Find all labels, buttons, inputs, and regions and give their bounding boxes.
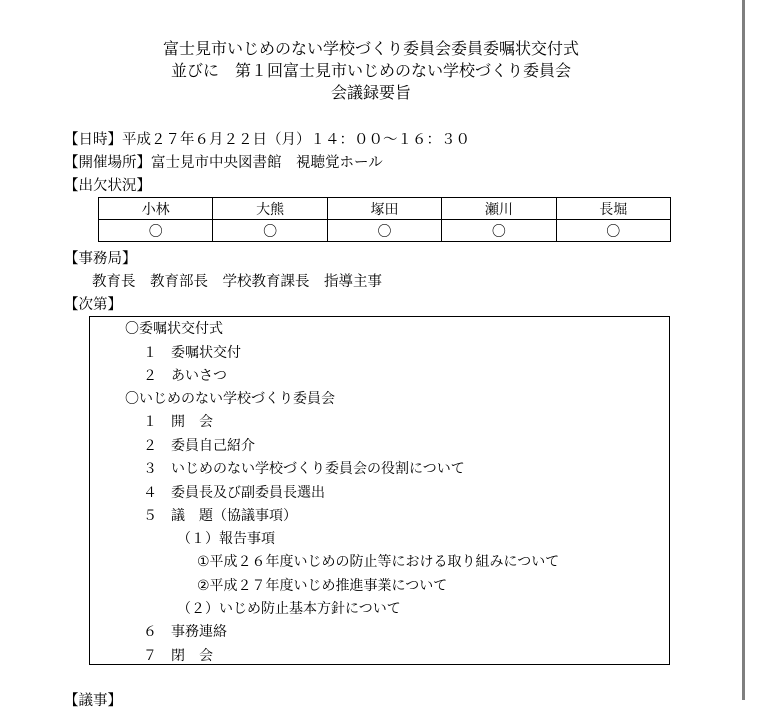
proceedings-label: 【議事】 [64,693,122,709]
agenda-item: （２）いじめ防止基本方針について [177,601,401,617]
agenda-label: 【次第】 [64,297,122,313]
attendance-mark: 〇 [99,220,213,242]
attendance-mark-row [99,220,671,242]
agenda-item: ２ あいさつ [143,368,227,384]
agenda-item: ６ 事務連絡 [143,624,227,640]
document-title-line2: 並びに 第１回富士見市いじめのない学校づくり委員会 [170,61,571,80]
attendance-label: 【出欠状況】 [64,178,151,194]
attendance-mark: 〇 [327,220,441,242]
agenda-item: ２ 委員自己紹介 [143,438,255,454]
agenda-item: ３ いじめのない学校づくり委員会の役割について [143,461,465,477]
attendance-name: 塚田 [327,198,441,220]
agenda-item: ７ 閉 会 [143,648,213,664]
attendance-name: 大熊 [213,198,327,220]
agenda-item: ４ 委員長及び副委員長選出 [143,485,325,501]
document-title-line1: 富士見市いじめのない学校づくり委員会委員委嘱状交付式 [162,39,579,58]
attendance-mark: 〇 [442,220,556,242]
agenda-item: 〇委嘱状交付式 [125,321,223,337]
agenda-item: ②平成２７年度いじめ推進事業について [197,578,448,594]
attendance-header-row [99,198,671,220]
attendance-table [98,197,671,242]
agenda-item: １ 委嘱状交付 [143,345,241,361]
attendance-name: 長堀 [556,198,670,220]
secretariat-label: 【事務局】 [64,251,137,267]
document-title-line3: 会議録要旨 [330,83,411,102]
agenda-item: ①平成２６年度いじめの防止等における取り組みについて [197,554,560,570]
agenda-item: （１）報告事項 [177,531,275,547]
agenda-item: １ 開 会 [143,414,213,430]
agenda-item: 〇いじめのない学校づくり委員会 [125,391,335,407]
meeting-place: 【開催場所】富士見市中央図書館 視聴覚ホール [64,155,383,171]
page-margin [745,0,762,700]
attendance-name: 瀬川 [442,198,556,220]
meeting-date: 【日時】平成２７年６月２２日（月）１４：００～１６：３０ [64,132,470,148]
attendance-name: 小林 [99,198,213,220]
agenda-item: ５ 議 題（協議事項） [143,508,297,524]
attendance-mark: 〇 [556,220,670,242]
secretariat-members: 教育長 教育部長 学校教育課長 指導主事 [92,274,382,290]
attendance-mark: 〇 [213,220,327,242]
